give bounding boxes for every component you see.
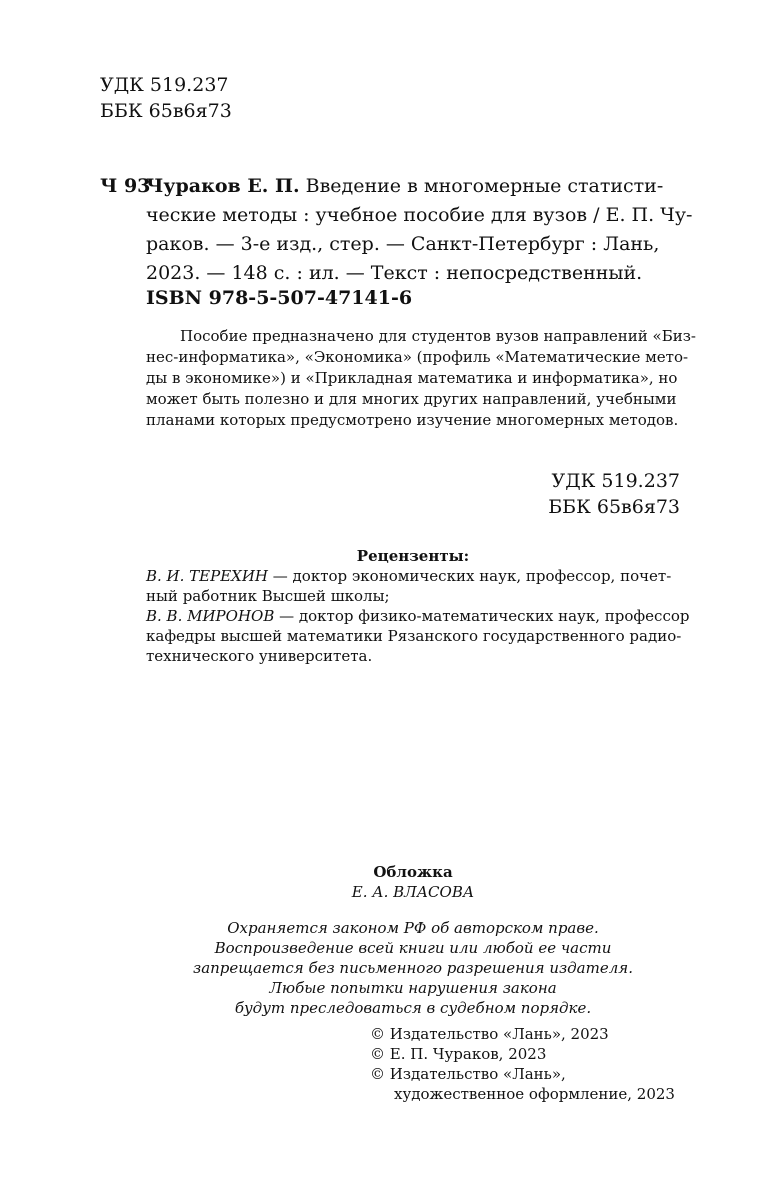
annotation-line-1: Пособие предназначено для студентов вузов направлений «Биз- (180, 327, 696, 345)
author-name: Чураков Е. П. (146, 175, 300, 197)
reviewer-1-name: В. И. ТЕРЕХИН (146, 567, 269, 585)
bibliographic-description (146, 172, 692, 288)
biblio-line-1 (146, 172, 692, 201)
copyright-block (370, 1024, 675, 1104)
rights-notice (146, 918, 680, 1018)
rights-line-3: запрещается без письменного разрешения издателя. (193, 959, 633, 977)
annotation-line-5: планами которых предусмотрено изучение многомерных методов. (146, 411, 679, 429)
rights-line-2: Воспроизведение всей книги или любой ее части (214, 939, 612, 957)
bottom-classification-codes (480, 468, 680, 520)
rights-line-5: будут преследоваться в судебном порядке. (234, 999, 592, 1017)
biblio-line-4: 2023. — 148 с. : ил. — Текст : непосредственный. (146, 262, 643, 284)
annotation-line-2: нес-информатика», «Экономика» (профиль «Математические мето- (146, 348, 689, 366)
author-mark: Ч 93 (100, 175, 151, 197)
reviewer-2-line-1 (146, 606, 689, 626)
rights-line-1: Охраняется законом РФ об авторском праве. (227, 919, 599, 937)
reviewer-2-line-2: кафедры высшей математики Рязанского государственного радио- (146, 627, 682, 645)
reviewer-2-desc: — доктор физико-математических наук, профессор (274, 607, 690, 625)
reviewer-2-name: В. В. МИРОНОВ (146, 607, 275, 625)
reviewer-1-line-2: ный работник Высшей школы; (146, 587, 390, 605)
copyright-publisher-design: © Издательство «Лань», (370, 1065, 566, 1083)
biblio-line-3: раков. — 3-е изд., стер. — Санкт-Петербург : Лань, (146, 233, 660, 255)
bbk-code-top: ББК 65в6я73 (100, 100, 232, 122)
annotation (146, 326, 696, 431)
copyright-design-note: художественное оформление, 2023 (394, 1085, 675, 1103)
udk-code-top: УДК 519.237 (100, 74, 229, 96)
cover-title: Обложка (373, 863, 453, 881)
rights-line-4: Любые попытки нарушения закона (269, 979, 557, 997)
bbk-code-bottom: ББК 65в6я73 (548, 496, 680, 518)
top-classification-codes (100, 72, 232, 124)
udk-code-bottom: УДК 519.237 (551, 470, 680, 492)
cover-credit (146, 862, 680, 902)
copyright-author: © Е. П. Чураков, 2023 (370, 1045, 547, 1063)
reviewers-list (146, 566, 689, 666)
copyright-publisher: © Издательство «Лань», 2023 (370, 1025, 609, 1043)
reviewer-2-line-3: технического университета. (146, 647, 373, 665)
reviewers-title: Рецензенты: (356, 547, 470, 565)
biblio-line-2: ческие методы : учебное пособие для вузов / Е. П. Чу- (146, 204, 693, 226)
annotation-line-3: ды в экономике») и «Прикладная математика и информатика», но (146, 369, 678, 387)
isbn: ISBN 978-5-507-47141-6 (146, 287, 413, 309)
biblio-line-1-rest: Введение в многомерные статисти- (299, 175, 664, 197)
reviewer-1-line-1 (146, 566, 689, 586)
reviewer-1-desc: — доктор экономических наук, профессор, почет- (268, 567, 672, 585)
annotation-line-4: может быть полезно и для многих других направлений, учебными (146, 390, 677, 408)
cover-designer: Е. А. ВЛАСОВА (351, 883, 475, 901)
